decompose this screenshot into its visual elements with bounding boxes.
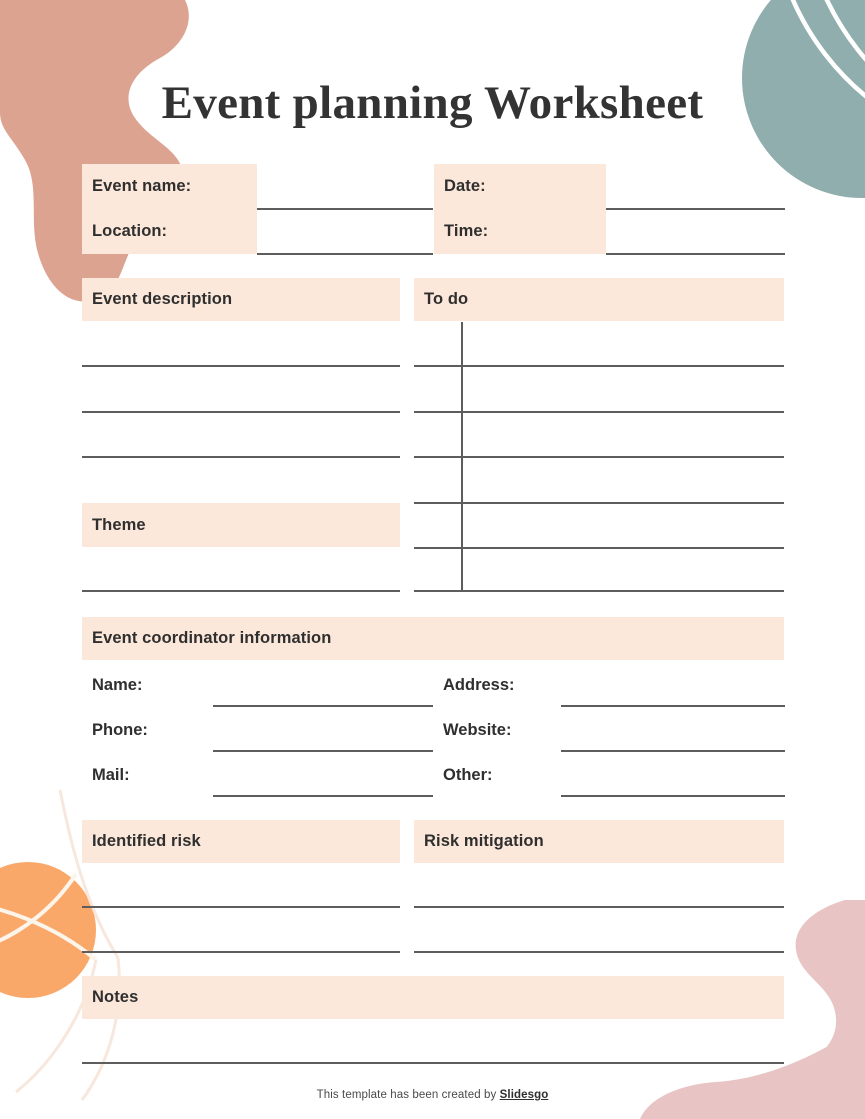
field-label-date: Date:	[434, 164, 606, 209]
event-description-line-2[interactable]	[82, 411, 400, 413]
field-input-event-name[interactable]	[257, 208, 433, 210]
to-do-line-1[interactable]	[414, 365, 784, 367]
section-heading-notes: Notes	[82, 976, 784, 1019]
field-input-mail[interactable]	[213, 795, 433, 797]
section-heading-coordinator: Event coordinator information	[82, 617, 784, 660]
page-title: Event planning Worksheet	[161, 77, 704, 129]
field-label-time: Time:	[434, 209, 606, 254]
to-do-line-3[interactable]	[414, 456, 784, 458]
identified-risk-line-1[interactable]	[82, 906, 400, 908]
field-label-other: Other:	[443, 765, 493, 784]
to-do-line-6[interactable]	[414, 590, 784, 592]
to-do-line-4[interactable]	[414, 502, 784, 504]
field-label-mail: Mail:	[92, 765, 130, 784]
risk-mitigation-line-1[interactable]	[414, 906, 784, 908]
section-heading-event-description: Event description	[82, 278, 400, 321]
section-heading-risk-mitigation: Risk mitigation	[414, 820, 784, 863]
field-input-address[interactable]	[561, 705, 785, 707]
field-label-name: Name:	[92, 675, 143, 694]
identified-risk-line-2[interactable]	[82, 951, 400, 953]
to-do-line-2[interactable]	[414, 411, 784, 413]
theme-line-1[interactable]	[82, 590, 400, 592]
field-label-address: Address:	[443, 675, 515, 694]
field-input-website[interactable]	[561, 750, 785, 752]
field-input-date[interactable]	[606, 208, 785, 210]
field-input-time[interactable]	[606, 253, 785, 255]
footer-credit-text: This template has been created by	[316, 1089, 500, 1101]
footer-credit	[0, 1089, 865, 1101]
event-description-line-1[interactable]	[82, 365, 400, 367]
event-description-line-3[interactable]	[82, 456, 400, 458]
field-label-event-name: Event name:	[82, 164, 257, 209]
section-heading-identified-risk: Identified risk	[82, 820, 400, 863]
field-label-phone: Phone:	[92, 720, 148, 739]
field-label-website: Website:	[443, 720, 512, 739]
notes-line-1[interactable]	[82, 1062, 784, 1064]
field-input-location[interactable]	[257, 253, 433, 255]
to-do-line-5[interactable]	[414, 547, 784, 549]
field-label-location: Location:	[82, 209, 257, 254]
slidesgo-link[interactable]: Slidesgo	[499, 1089, 549, 1101]
section-heading-to-do: To do	[414, 278, 784, 321]
section-heading-theme: Theme	[82, 503, 400, 547]
field-input-phone[interactable]	[213, 750, 433, 752]
risk-mitigation-line-2[interactable]	[414, 951, 784, 953]
field-input-name[interactable]	[213, 705, 433, 707]
field-input-other[interactable]	[561, 795, 785, 797]
